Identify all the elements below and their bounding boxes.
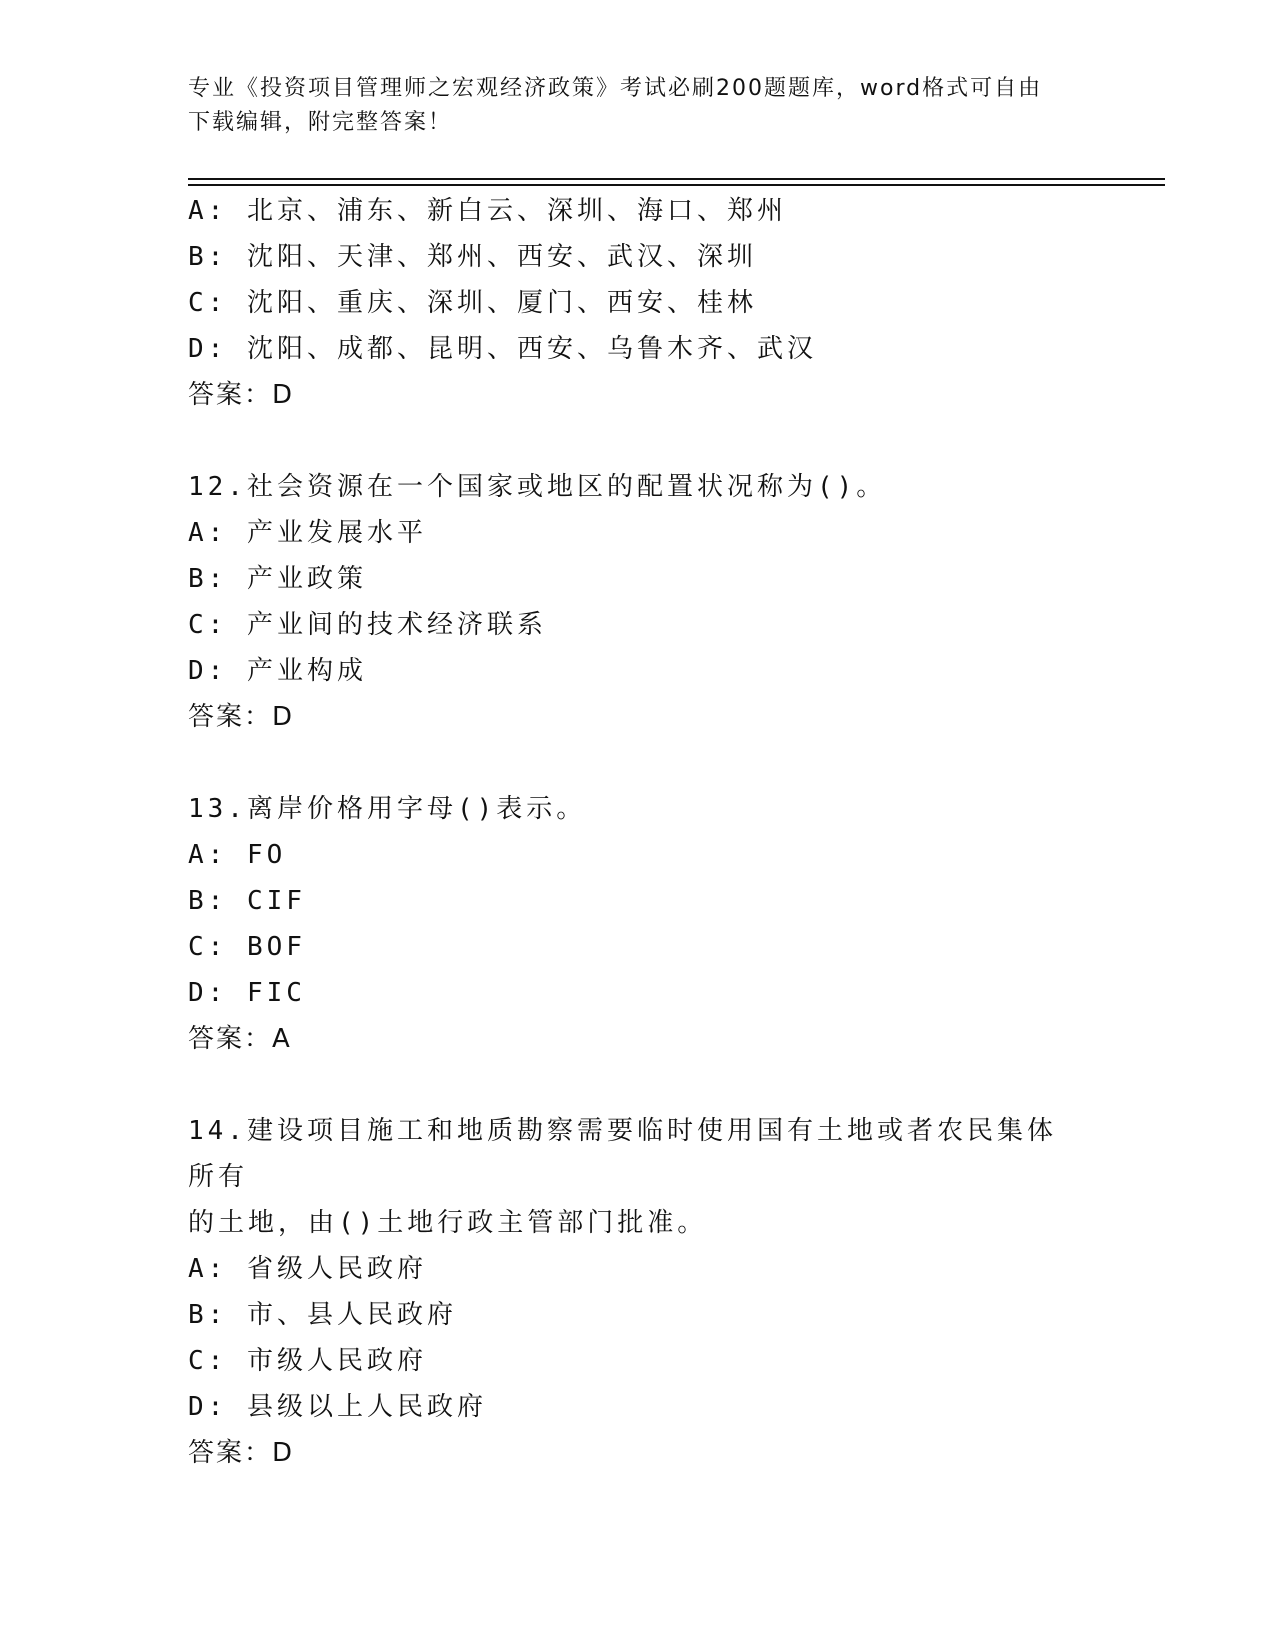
option-b: B: 市、县人民政府: [188, 1300, 457, 1330]
question-12: [188, 464, 1088, 740]
option-d: D: FIC: [188, 978, 306, 1008]
answer: 答案：D: [188, 1438, 295, 1468]
option-b: B: CIF: [188, 886, 306, 916]
question-stem-line-2: 的土地，由()土地行政主管部门批准。: [188, 1208, 708, 1238]
option-c: C: BOF: [188, 932, 306, 962]
option-a: A: FO: [188, 840, 287, 870]
option-c: C: 产业间的技术经济联系: [188, 610, 547, 640]
option-b: B: 产业政策: [188, 564, 367, 594]
header-line-1: 专业《投资项目管理师之宏观经济政策》考试必刷200题题库，word格式可自由: [188, 76, 1043, 101]
header-line-2: 下载编辑，附完整答案！: [188, 110, 453, 135]
option-a: A: 产业发展水平: [188, 518, 427, 548]
header-divider-top: [188, 178, 1165, 180]
question-14: [188, 1108, 1088, 1476]
option-d: D: 沈阳、成都、昆明、西安、乌鲁木齐、武汉: [188, 334, 817, 364]
option-b: B: 沈阳、天津、郑州、西安、武汉、深圳: [188, 242, 757, 272]
option-c: C: 沈阳、重庆、深圳、厦门、西安、桂林: [188, 288, 757, 318]
option-c: C: 市级人民政府: [188, 1346, 427, 1376]
option-d: D: 产业构成: [188, 656, 367, 686]
option-a: A: 北京、浦东、新白云、深圳、海口、郑州: [188, 196, 787, 226]
document-header: [188, 72, 1068, 140]
answer: 答案：A: [188, 1024, 292, 1054]
question-list: [188, 188, 1088, 1476]
header-divider-bottom: [188, 184, 1165, 186]
question-13: [188, 786, 1088, 1062]
option-a: A: 省级人民政府: [188, 1254, 427, 1284]
question-11: [188, 188, 1088, 418]
answer: 答案：D: [188, 702, 295, 732]
question-stem: 12.社会资源在一个国家或地区的配置状况称为()。: [188, 472, 887, 502]
question-stem: 13.离岸价格用字母()表示。: [188, 794, 587, 824]
option-d: D: 县级以上人民政府: [188, 1392, 487, 1422]
answer: 答案：D: [188, 380, 295, 410]
question-stem-line-1: 14.建设项目施工和地质勘察需要临时使用国有土地或者农民集体所有: [188, 1116, 1057, 1192]
